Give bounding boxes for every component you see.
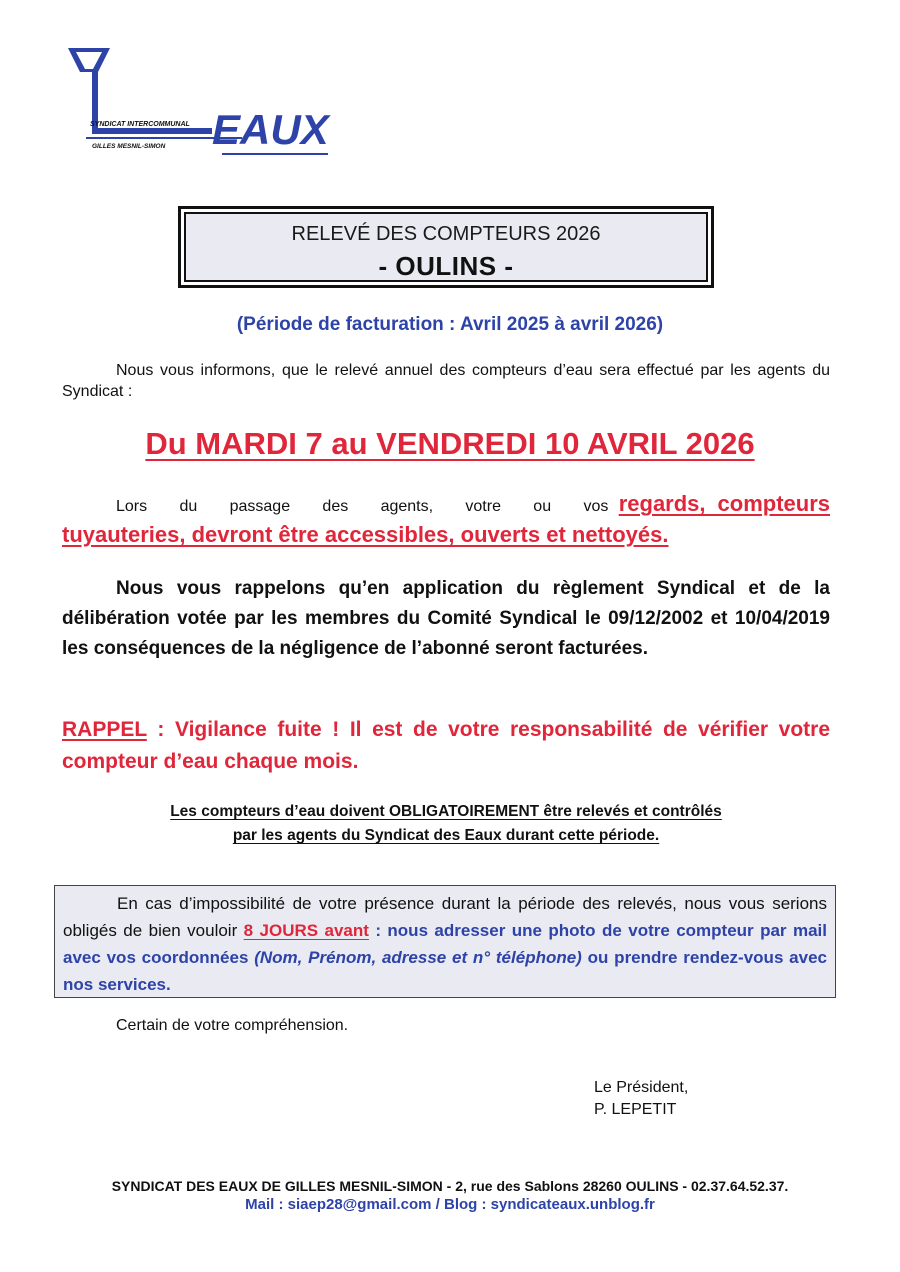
access-paragraph-line1	[62, 488, 830, 523]
access-highlight-1: regards, compteurs	[618, 491, 831, 516]
regulation-paragraph: Nous vous rappelons qu’en application du règlement Syndical et de la délibération votée par les membres du Comité Syndical le 09/12/2002 et 10/04/2019 les conséquences de la négligence de l’abonné seront facturées.	[62, 578, 830, 659]
logo-brand: EAUX	[212, 106, 329, 153]
access-highlight-2: tuyauteries, devront être accessibles, ouverts et nettoyés.	[62, 522, 669, 547]
info-part1: En cas d’impossibilité de votre présence durant la période des relevés, nous vous serions obligés de bien vouloir	[63, 894, 827, 940]
closing-line: Certain de votre compréhension.	[116, 1017, 349, 1034]
signature-title: Le Président,	[594, 1079, 689, 1096]
mandatory-line2: par les agents du Syndicat des Eaux durant cette période.	[232, 827, 660, 844]
title-box	[178, 206, 714, 288]
footer-address: SYNDICAT DES EAUX DE GILLES MESNIL-SIMON - 2, rue des Sablons 28260 OULINS - 02.37.64.52.37.	[111, 1178, 789, 1194]
title-line1: RELEVÉ DES COMPTEURS 2026	[291, 223, 601, 245]
logo-line1: SYNDICAT INTERCOMMUNAL	[90, 121, 190, 128]
absence-info-text	[63, 890, 827, 998]
warning-text: : Vigilance fuite ! Il est de votre responsabilité de vérifier votre compteur d’eau chaque mois.	[62, 718, 830, 773]
access-lead: Lors du passage des agents, votre ou vos	[116, 498, 609, 515]
info-italic: (Nom, Prénom, adresse et n° téléphone)	[254, 948, 582, 967]
leak-warning	[62, 714, 830, 778]
info-part2: : nous adresser une photo de votre compteur par mail avec vos coordonnées	[63, 921, 827, 967]
mandatory-line1: Les compteurs d’eau doivent OBLIGATOIREMENT être relevés et contrôlés	[170, 803, 722, 820]
warning-label: RAPPEL	[62, 718, 147, 741]
mandatory-notice	[62, 800, 830, 848]
absence-info-box	[54, 885, 836, 998]
logo-line2: GILLES MESNIL-SIMON	[92, 143, 166, 150]
info-highlight: 8 JOURS avant	[243, 921, 369, 940]
title-line2: - OULINS -	[378, 251, 514, 281]
reading-dates: Du MARDI 7 au VENDREDI 10 AVRIL 2026	[145, 426, 755, 461]
footer-contact: Mail : siaep28@gmail.com / Blog : syndicateaux.unblog.fr	[245, 1196, 655, 1213]
intro-paragraph: Nous vous informons, que le relevé annuel des compteurs d’eau sera effectué par les agents du Syndicat :	[62, 362, 830, 400]
info-part3: ou prendre rendez-vous avec nos services.	[63, 948, 827, 994]
billing-period: (Période de facturation : Avril 2025 à avril 2026)	[236, 314, 664, 335]
logo	[62, 44, 332, 162]
signature-name: P. LEPETIT	[594, 1101, 677, 1118]
